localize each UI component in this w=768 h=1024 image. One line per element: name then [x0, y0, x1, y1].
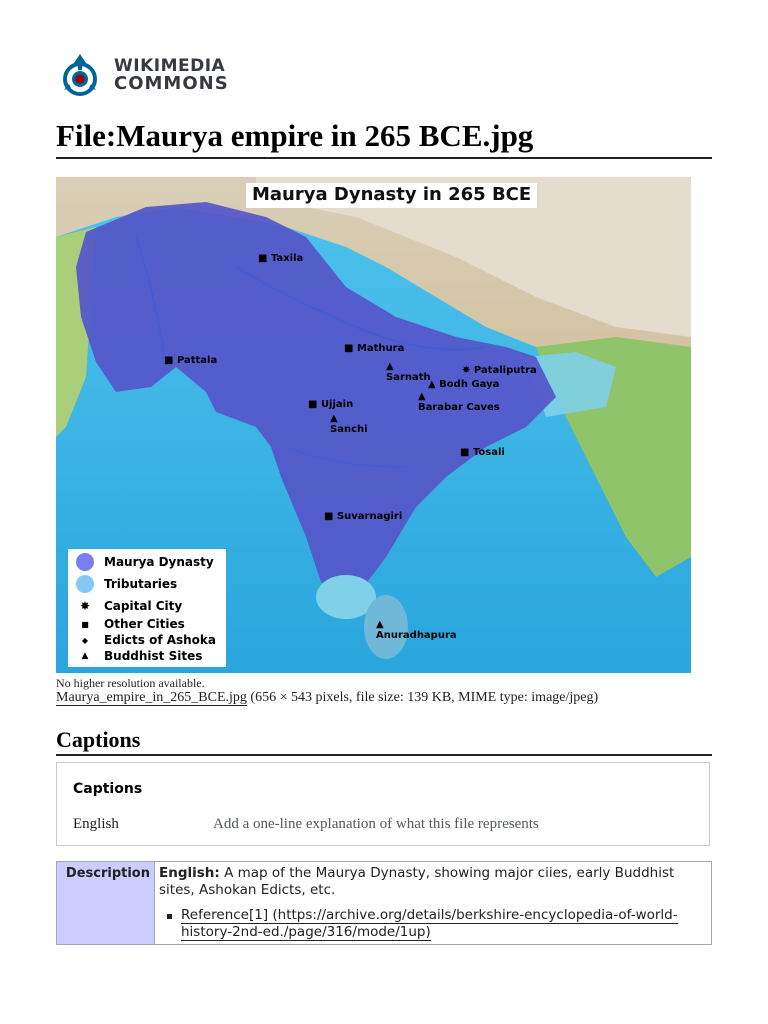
file-link[interactable]: Maurya_empire_in_265_BCE.jpg — [56, 690, 247, 705]
page-title: File:Maurya empire in 265 BCE.jpg — [56, 116, 712, 159]
legend-item: ✸ Capital City — [74, 599, 182, 613]
legend-item: ◆ Edicts of Ashoka — [74, 633, 216, 647]
star-icon: ✸ — [79, 599, 91, 613]
legend-item: Tributaries — [74, 575, 177, 593]
triangle-icon: ▲ — [81, 651, 89, 661]
logo-line-2: COMMONS — [114, 73, 229, 94]
no-higher-resolution-note: No higher resolution available. — [56, 676, 205, 690]
captions-heading: Captions — [56, 726, 712, 756]
file-details: (656 × 543 pixels, file size: 139 KB, MIME type: image/jpeg) — [246, 690, 599, 705]
caption-language: English — [73, 816, 119, 832]
reference-list — [159, 907, 707, 941]
description-table — [56, 861, 712, 945]
map-city-label: ■ Ujjain — [308, 399, 354, 410]
map-city-label: ▲ Bodh Gaya — [428, 379, 500, 390]
map-city-label: ▲ Sarnath — [386, 361, 431, 383]
list-item — [181, 907, 707, 941]
site-logo[interactable] — [60, 50, 229, 100]
map-city-label: ▲ Sanchi — [330, 413, 368, 435]
legend-item: ■ Other Cities — [74, 617, 185, 631]
map-city-label: ✸ Pataliputra — [462, 365, 537, 376]
description-body — [155, 862, 711, 944]
circle-icon — [76, 575, 94, 593]
captions-box — [56, 762, 710, 846]
map-city-label: ▲ Anuradhapura — [376, 619, 457, 641]
logo-text — [114, 58, 229, 92]
reference-link[interactable]: Reference[1] (https://archive.org/details/berkshire-encyclopedia-of-world-history-2nd-ed./page/316/mode/1up) — [181, 907, 678, 940]
logo-line-1: WIKIMEDIA — [114, 56, 226, 76]
file-info — [56, 690, 598, 706]
circle-icon — [76, 553, 94, 571]
map-city-label: ■ Suvarnagiri — [324, 511, 403, 522]
description-label: Description — [57, 862, 155, 944]
square-icon: ■ — [81, 619, 89, 629]
map-city-label: ■ Tosali — [460, 447, 505, 458]
map-city-label: ■ Taxila — [258, 253, 304, 264]
captions-box-heading: Captions — [73, 781, 143, 797]
legend-item: Maurya Dynasty — [74, 553, 214, 571]
map-city-label: ■ Mathura — [344, 343, 405, 354]
legend-item: ▲ Buddhist Sites — [74, 649, 202, 663]
map-title: Maurya Dynasty in 265 BCE — [246, 183, 537, 208]
diamond-icon: ◆ — [81, 635, 89, 645]
map-legend — [68, 549, 226, 667]
wikimedia-commons-icon — [60, 50, 100, 100]
caption-input[interactable]: Add a one-line explanation of what this file represents — [213, 816, 539, 832]
map-city-label: ■ Pattala — [164, 355, 218, 366]
map-image[interactable] — [56, 177, 691, 673]
description-lang: English: — [159, 865, 220, 881]
description-text: A map of the Maurya Dynasty, showing major ciies, early Buddhist sites, Ashokan Edicts, etc. — [159, 865, 675, 898]
map-city-label: ▲ Barabar Caves — [418, 391, 500, 413]
